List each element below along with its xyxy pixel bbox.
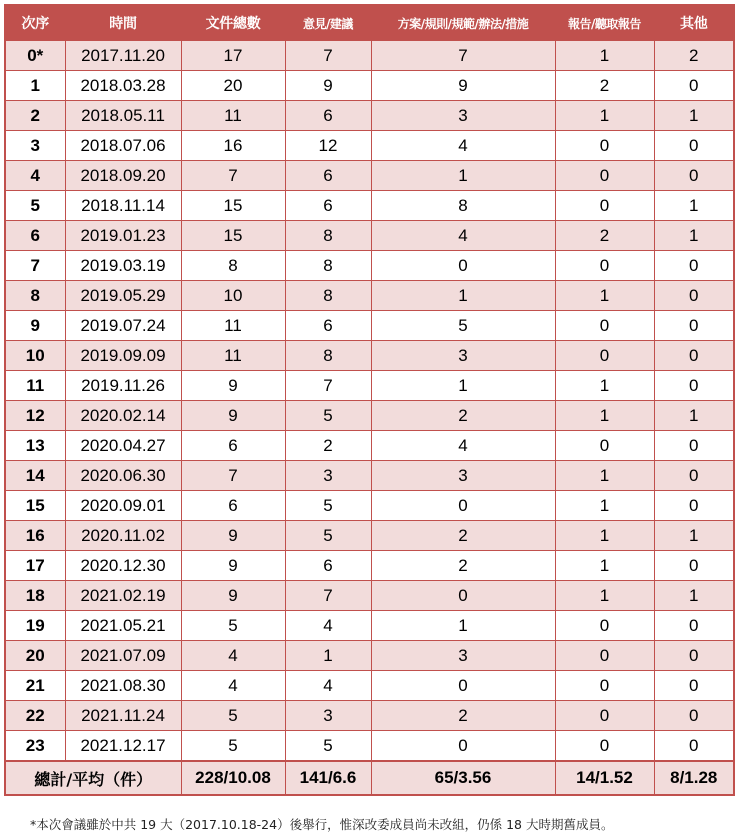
cell-reports: 1 — [555, 281, 654, 311]
table-row — [5, 731, 734, 762]
total-row — [5, 761, 734, 795]
cell-reports: 1 — [555, 41, 654, 71]
meetings-table — [4, 4, 735, 796]
cell-others: 1 — [654, 101, 734, 131]
table-row — [5, 521, 734, 551]
footnote: *本次會議雖於中共 19 大（2017.10.18-24）後舉行，惟深改委成員尚未改組，仍係 18 大時期舊成員。 — [30, 817, 614, 832]
cell-reports: 0 — [555, 191, 654, 221]
cell-total-docs: 16 — [181, 131, 285, 161]
cell-order: 20 — [5, 641, 65, 671]
cell-opinions: 8 — [285, 221, 371, 251]
cell-plans: 5 — [371, 311, 555, 341]
cell-others: 0 — [654, 611, 734, 641]
cell-opinions: 6 — [285, 101, 371, 131]
cell-plans: 1 — [371, 611, 555, 641]
cell-total-docs: 9 — [181, 581, 285, 611]
table-row — [5, 341, 734, 371]
cell-total-docs: 11 — [181, 101, 285, 131]
cell-reports: 0 — [555, 701, 654, 731]
cell-opinions: 5 — [285, 491, 371, 521]
cell-plans: 8 — [371, 191, 555, 221]
table-body — [5, 41, 734, 762]
cell-total-docs: 5 — [181, 731, 285, 762]
cell-total-docs: 10 — [181, 281, 285, 311]
cell-reports: 0 — [555, 611, 654, 641]
cell-reports: 1 — [555, 401, 654, 431]
table-row — [5, 41, 734, 71]
cell-opinions: 6 — [285, 551, 371, 581]
cell-total-docs: 7 — [181, 461, 285, 491]
cell-opinions: 7 — [285, 581, 371, 611]
cell-plans: 0 — [371, 671, 555, 701]
cell-opinions: 9 — [285, 71, 371, 101]
cell-opinions: 6 — [285, 191, 371, 221]
table-row — [5, 551, 734, 581]
cell-order: 14 — [5, 461, 65, 491]
cell-plans: 0 — [371, 581, 555, 611]
cell-date: 2021.08.30 — [65, 671, 181, 701]
cell-plans: 2 — [371, 521, 555, 551]
cell-others: 0 — [654, 731, 734, 762]
total-plans: 65/3.56 — [371, 761, 555, 795]
cell-date: 2020.06.30 — [65, 461, 181, 491]
cell-total-docs: 11 — [181, 311, 285, 341]
cell-order: 18 — [5, 581, 65, 611]
cell-plans: 3 — [371, 101, 555, 131]
cell-order: 1 — [5, 71, 65, 101]
cell-reports: 0 — [555, 641, 654, 671]
cell-others: 0 — [654, 671, 734, 701]
cell-reports: 0 — [555, 311, 654, 341]
cell-total-docs: 6 — [181, 431, 285, 461]
cell-reports: 0 — [555, 131, 654, 161]
table-row — [5, 611, 734, 641]
cell-others: 1 — [654, 221, 734, 251]
table-row — [5, 101, 734, 131]
col-header-order: 次序 — [5, 5, 65, 41]
cell-plans: 2 — [371, 401, 555, 431]
cell-order: 10 — [5, 341, 65, 371]
cell-order: 0* — [5, 41, 65, 71]
cell-others: 1 — [654, 191, 734, 221]
cell-plans: 7 — [371, 41, 555, 71]
cell-total-docs: 9 — [181, 521, 285, 551]
cell-date: 2019.09.09 — [65, 341, 181, 371]
cell-plans: 3 — [371, 341, 555, 371]
cell-date: 2019.11.26 — [65, 371, 181, 401]
cell-total-docs: 5 — [181, 701, 285, 731]
cell-plans: 0 — [371, 731, 555, 762]
cell-others: 1 — [654, 521, 734, 551]
cell-total-docs: 9 — [181, 401, 285, 431]
cell-others: 0 — [654, 341, 734, 371]
cell-order: 2 — [5, 101, 65, 131]
table-row — [5, 491, 734, 521]
cell-reports: 0 — [555, 341, 654, 371]
cell-others: 0 — [654, 161, 734, 191]
cell-date: 2021.07.09 — [65, 641, 181, 671]
cell-total-docs: 9 — [181, 371, 285, 401]
cell-plans: 0 — [371, 251, 555, 281]
cell-others: 0 — [654, 281, 734, 311]
cell-others: 0 — [654, 311, 734, 341]
cell-total-docs: 9 — [181, 551, 285, 581]
header-row — [5, 5, 734, 41]
cell-opinions: 5 — [285, 731, 371, 762]
cell-date: 2020.02.14 — [65, 401, 181, 431]
cell-others: 0 — [654, 71, 734, 101]
cell-plans: 3 — [371, 461, 555, 491]
cell-order: 6 — [5, 221, 65, 251]
cell-order: 21 — [5, 671, 65, 701]
cell-order: 5 — [5, 191, 65, 221]
cell-date: 2018.05.11 — [65, 101, 181, 131]
cell-reports: 2 — [555, 221, 654, 251]
cell-plans: 1 — [371, 371, 555, 401]
cell-others: 0 — [654, 131, 734, 161]
cell-others: 0 — [654, 551, 734, 581]
cell-total-docs: 4 — [181, 671, 285, 701]
cell-date: 2021.12.17 — [65, 731, 181, 762]
cell-others: 1 — [654, 581, 734, 611]
cell-total-docs: 8 — [181, 251, 285, 281]
table-row — [5, 671, 734, 701]
cell-opinions: 4 — [285, 611, 371, 641]
cell-order: 7 — [5, 251, 65, 281]
cell-reports: 0 — [555, 731, 654, 762]
cell-plans: 0 — [371, 491, 555, 521]
cell-others: 0 — [654, 371, 734, 401]
cell-others: 0 — [654, 701, 734, 731]
col-header-others: 其他 — [654, 5, 734, 41]
total-reports: 14/1.52 — [555, 761, 654, 795]
cell-others: 0 — [654, 491, 734, 521]
table-row — [5, 461, 734, 491]
cell-opinions: 7 — [285, 371, 371, 401]
cell-opinions: 8 — [285, 251, 371, 281]
cell-reports: 1 — [555, 461, 654, 491]
table-row — [5, 191, 734, 221]
table-row — [5, 371, 734, 401]
cell-date: 2019.01.23 — [65, 221, 181, 251]
cell-order: 17 — [5, 551, 65, 581]
cell-opinions: 1 — [285, 641, 371, 671]
cell-date: 2018.03.28 — [65, 71, 181, 101]
cell-order: 15 — [5, 491, 65, 521]
cell-reports: 0 — [555, 161, 654, 191]
table-row — [5, 401, 734, 431]
cell-total-docs: 5 — [181, 611, 285, 641]
cell-reports: 1 — [555, 551, 654, 581]
cell-date: 2020.11.02 — [65, 521, 181, 551]
cell-date: 2020.04.27 — [65, 431, 181, 461]
table-row — [5, 251, 734, 281]
cell-order: 13 — [5, 431, 65, 461]
cell-plans: 4 — [371, 131, 555, 161]
cell-date: 2021.05.21 — [65, 611, 181, 641]
cell-others: 0 — [654, 461, 734, 491]
cell-reports: 0 — [555, 671, 654, 701]
cell-opinions: 6 — [285, 311, 371, 341]
cell-total-docs: 17 — [181, 41, 285, 71]
cell-date: 2021.11.24 — [65, 701, 181, 731]
cell-date: 2019.03.19 — [65, 251, 181, 281]
table-row — [5, 581, 734, 611]
cell-date: 2018.07.06 — [65, 131, 181, 161]
cell-plans: 4 — [371, 431, 555, 461]
cell-opinions: 6 — [285, 161, 371, 191]
cell-total-docs: 15 — [181, 221, 285, 251]
table-row — [5, 281, 734, 311]
col-header-date: 時間 — [65, 5, 181, 41]
cell-opinions: 3 — [285, 701, 371, 731]
col-header-reports: 報告/聽取報告 — [555, 5, 654, 41]
cell-plans: 9 — [371, 71, 555, 101]
total-opinions: 141/6.6 — [285, 761, 371, 795]
cell-total-docs: 6 — [181, 491, 285, 521]
total-docs: 228/10.08 — [181, 761, 285, 795]
cell-plans: 1 — [371, 281, 555, 311]
cell-order: 4 — [5, 161, 65, 191]
total-others: 8/1.28 — [654, 761, 734, 795]
cell-reports: 1 — [555, 491, 654, 521]
cell-reports: 1 — [555, 371, 654, 401]
table-row — [5, 161, 734, 191]
cell-order: 12 — [5, 401, 65, 431]
cell-reports: 1 — [555, 101, 654, 131]
cell-reports: 2 — [555, 71, 654, 101]
table-row — [5, 431, 734, 461]
col-header-total-docs: 文件總數 — [181, 5, 285, 41]
cell-date: 2020.12.30 — [65, 551, 181, 581]
cell-reports: 1 — [555, 521, 654, 551]
cell-order: 23 — [5, 731, 65, 762]
cell-total-docs: 15 — [181, 191, 285, 221]
cell-others: 1 — [654, 401, 734, 431]
cell-opinions: 4 — [285, 671, 371, 701]
cell-plans: 3 — [371, 641, 555, 671]
cell-plans: 2 — [371, 701, 555, 731]
cell-others: 0 — [654, 641, 734, 671]
cell-order: 8 — [5, 281, 65, 311]
table-row — [5, 641, 734, 671]
cell-total-docs: 11 — [181, 341, 285, 371]
cell-order: 3 — [5, 131, 65, 161]
cell-plans: 1 — [371, 161, 555, 191]
cell-opinions: 8 — [285, 281, 371, 311]
table-row — [5, 311, 734, 341]
table-row — [5, 221, 734, 251]
cell-reports: 0 — [555, 251, 654, 281]
cell-date: 2021.02.19 — [65, 581, 181, 611]
cell-order: 16 — [5, 521, 65, 551]
cell-total-docs: 4 — [181, 641, 285, 671]
cell-total-docs: 7 — [181, 161, 285, 191]
cell-order: 11 — [5, 371, 65, 401]
cell-opinions: 12 — [285, 131, 371, 161]
cell-reports: 1 — [555, 581, 654, 611]
cell-plans: 4 — [371, 221, 555, 251]
total-label: 總計/平均（件） — [5, 761, 181, 795]
cell-others: 0 — [654, 431, 734, 461]
cell-date: 2019.07.24 — [65, 311, 181, 341]
cell-date: 2018.11.14 — [65, 191, 181, 221]
cell-others: 2 — [654, 41, 734, 71]
col-header-opinions: 意見/建議 — [285, 5, 371, 41]
cell-opinions: 2 — [285, 431, 371, 461]
cell-opinions: 5 — [285, 401, 371, 431]
cell-opinions: 7 — [285, 41, 371, 71]
cell-others: 0 — [654, 251, 734, 281]
cell-date: 2020.09.01 — [65, 491, 181, 521]
cell-opinions: 3 — [285, 461, 371, 491]
cell-date: 2017.11.20 — [65, 41, 181, 71]
cell-order: 19 — [5, 611, 65, 641]
table-row — [5, 131, 734, 161]
cell-date: 2018.09.20 — [65, 161, 181, 191]
table-row — [5, 71, 734, 101]
cell-plans: 2 — [371, 551, 555, 581]
cell-total-docs: 20 — [181, 71, 285, 101]
col-header-plans: 方案/規則/規範/辦法/措施 — [371, 5, 555, 41]
cell-reports: 0 — [555, 431, 654, 461]
table-row — [5, 701, 734, 731]
cell-opinions: 8 — [285, 341, 371, 371]
cell-date: 2019.05.29 — [65, 281, 181, 311]
cell-order: 22 — [5, 701, 65, 731]
cell-opinions: 5 — [285, 521, 371, 551]
cell-order: 9 — [5, 311, 65, 341]
